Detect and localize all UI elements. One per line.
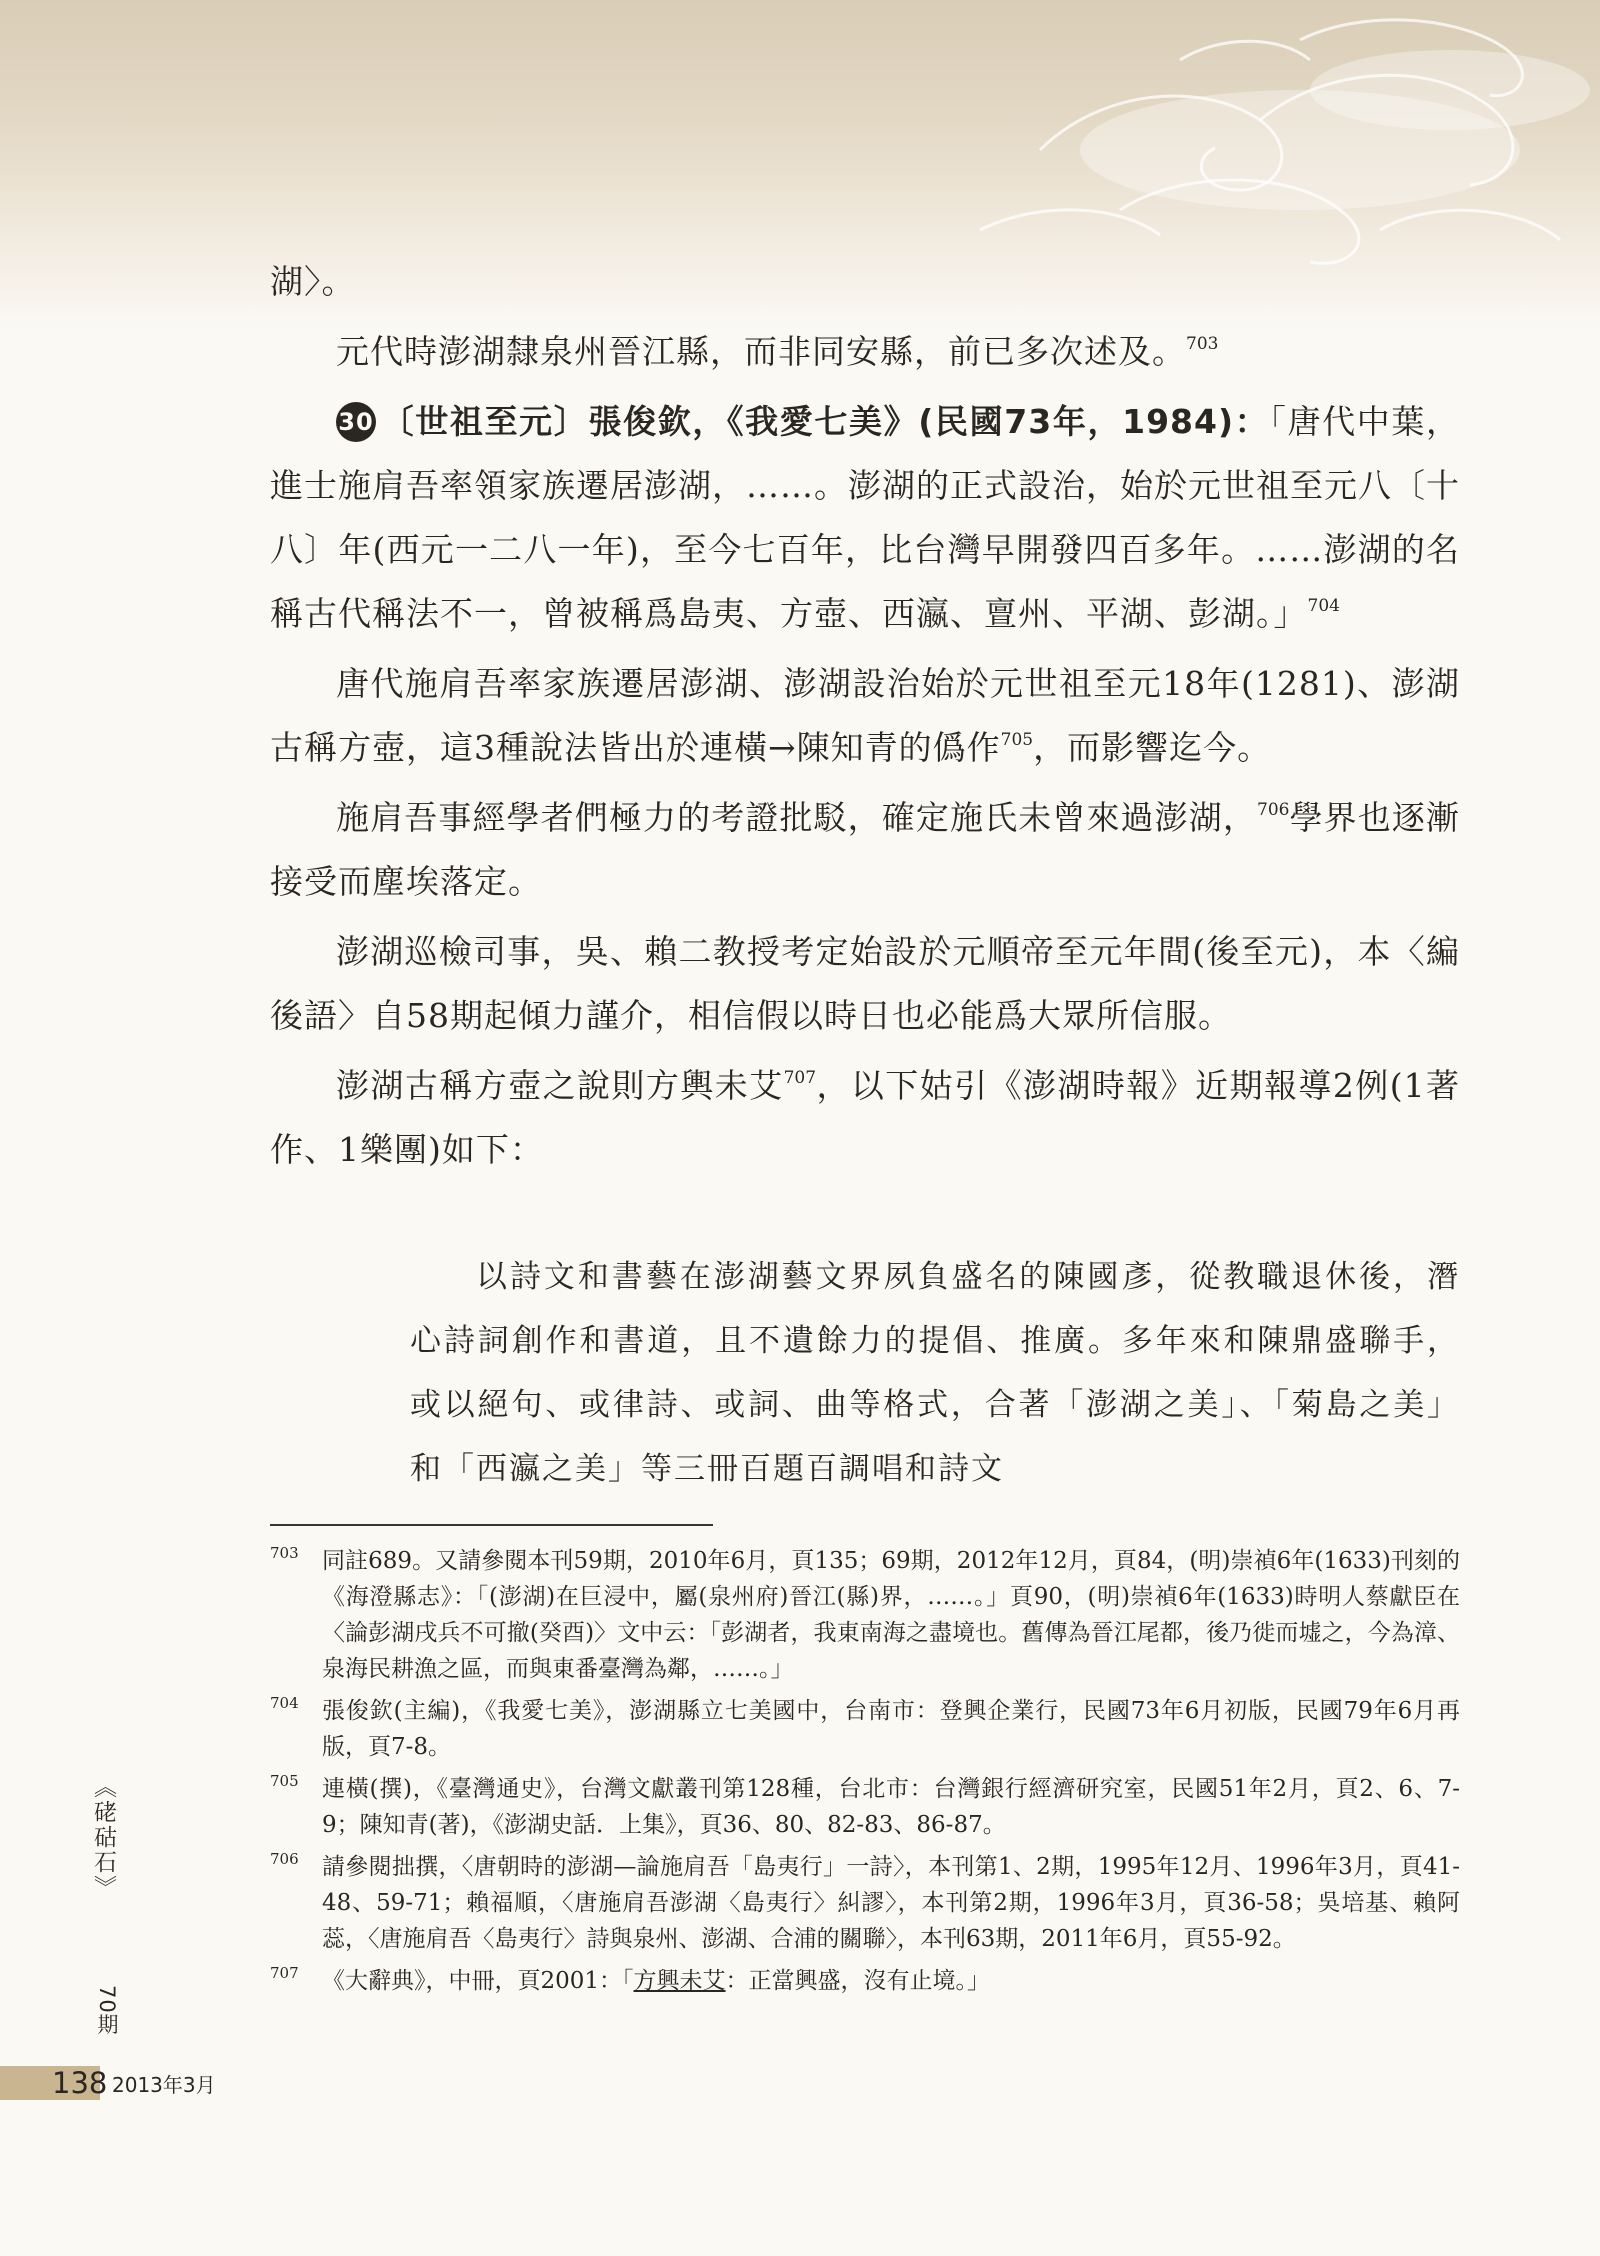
footnote-text: 張俊欽(主編)，《我愛七美》，澎湖縣立七美國中，台南市：登興企業行，民國73年6月初版，民國79年6月再版，頁7-8。 [322, 1698, 1460, 1760]
block-quote [410, 1245, 1460, 1501]
circled-number-icon: 30 [336, 402, 376, 442]
issue-number: 70期 [95, 1985, 119, 2036]
footnote-ref[interactable]: 706 [1257, 800, 1290, 820]
footnote-705 [270, 1771, 1460, 1843]
paragraph: 元代時澎湖隸泉州晉江縣，而非同安縣，前已多次述及。$^{703}$ [336, 332, 1219, 371]
footnote-ref[interactable]: 704 [1307, 596, 1340, 616]
footnote-number: 705 [270, 1772, 299, 1790]
footnote-text: 同註689。又請參閱本刊59期，2010年6月，頁135；69期，2012年12月，頁84，(明)崇禎6年(1633)刊刻的《海澄縣志》：「(澎湖)在巨浸中，屬(泉州府)晉江(縣)界，……。」頁90，(明)崇禎6年(1633)時明人蔡獻臣在〈論彭湖戌兵不可撤(癸酉)〉文中云：「彭湖者，我東南海之盡境也。舊傳為晉江尾都，後乃徙而墟之，今為漳、泉海民耕漁之區，而與東番臺灣為鄰，……。」 [322, 1548, 1460, 1682]
paragraph: 唐代施肩吾率家族遷居澎湖、澎湖設治始於元世祖至元18年(1281)、澎湖古稱方壺，這3種說法皆出於連橫→陳知青的僞作$^{705}$，而影響迄今。 [270, 664, 1460, 767]
entry-heading: 〔世祖至元〕張俊欽，《我愛七美》(民國73年，1984)： [380, 402, 1270, 441]
underlined-term: 方興未艾 [633, 1968, 726, 1994]
paragraph: 澎湖古稱方壺之說則方輿未艾$^{707}$，以下姑引《澎湖時報》近期報導2例(1著作、1樂團)如下： [270, 1066, 1460, 1169]
footnote-number: 704 [270, 1694, 299, 1712]
quote-text: 以詩文和書藝在澎湖藝文界夙負盛名的陳國彥，從教職退休後，潛心詩詞創作和書道，且不遺餘力的提倡、推廣。多年來和陳鼎盛聯手，或以絕句、或律詩、或詞、曲等格式，合著「澎湖之美」、「菊島之美」和「西瀛之美」等三冊百題百調唱和詩文 [410, 1259, 1460, 1487]
page-number: 138 [52, 2066, 108, 2100]
footnote-703 [270, 1543, 1460, 1687]
paragraph-continuation: 湖〉。 [270, 262, 356, 301]
paragraph: 施肩吾事經學者們極力的考證批駁，確定施氏未曾來過澎湖，$^{706}$學界也逐漸接受而塵埃落定。 [270, 798, 1461, 901]
footnote-ref[interactable]: 707 [783, 1068, 817, 1088]
footnote-706 [270, 1849, 1460, 1957]
paragraph: 澎湖巡檢司事，吳、賴二教授考定始設於元順帝至元年間(後至元)，本〈編後語〉自58期起傾力謹介，相信假以時日也必能爲大眾所信服。 [270, 932, 1460, 1035]
footnote-number: 706 [270, 1850, 299, 1868]
journal-title: 《硓𥑮石》 [90, 1775, 116, 1900]
footnotes [270, 1543, 1460, 2005]
footnote-ref[interactable]: 705 [1000, 730, 1034, 750]
footnote-ref[interactable]: 703 [1186, 334, 1219, 354]
footnote-text: 連橫(撰)，《臺灣通史》，台灣文獻叢刊第128種，台北市：台灣銀行經濟研究室，民國51年2月，頁2、6、7-9；陳知青(著)，《澎湖史話．上集》，頁36、80、82-83、86-87。 [322, 1776, 1460, 1838]
footnote-divider [270, 1524, 713, 1526]
footnote-number: 703 [270, 1544, 299, 1562]
entry-paragraph: 30 〔世祖至元〕張俊欽，《我愛七美》(民國73年，1984)：「唐代中葉，進士施肩吾率領家族遷居澎湖，……。澎湖的正式設治，始於元世祖至元八〔十八〕年(西元一二八一年)，至今七百年，比台灣早開發四百多年。……澎湖的名稱古代稱法不一，曾被稱爲島夷、方壺、西瀛、亶州、平湖、彭湖。」$^{704}$ [270, 402, 1461, 633]
footnote-704 [270, 1693, 1460, 1765]
footnote-text: 請參閱拙撰，〈唐朝時的澎湖—論施肩吾「島夷行」一詩〉，本刊第1、2期，1995年12月、1996年3月，頁41-48、59-71；賴福順，〈唐施肩吾澎湖〈島夷行〉糾謬〉，本刊第2期，1996年3月，頁36-58；吳培基、賴阿蕊，〈唐施肩吾〈島夷行〉詩與泉州、澎湖、合浦的關聯〉，本刊63期，2011年6月，頁55-92。 [322, 1854, 1460, 1952]
footnote-number: 707 [270, 1964, 299, 1982]
footnote-707: 707 《大辭典》，中冊，頁2001：「方興未艾：正當興盛，沒有止境。」 [270, 1964, 991, 1994]
main-body-text [270, 250, 1460, 1188]
publication-date: 2013年3月 [112, 2073, 216, 2097]
